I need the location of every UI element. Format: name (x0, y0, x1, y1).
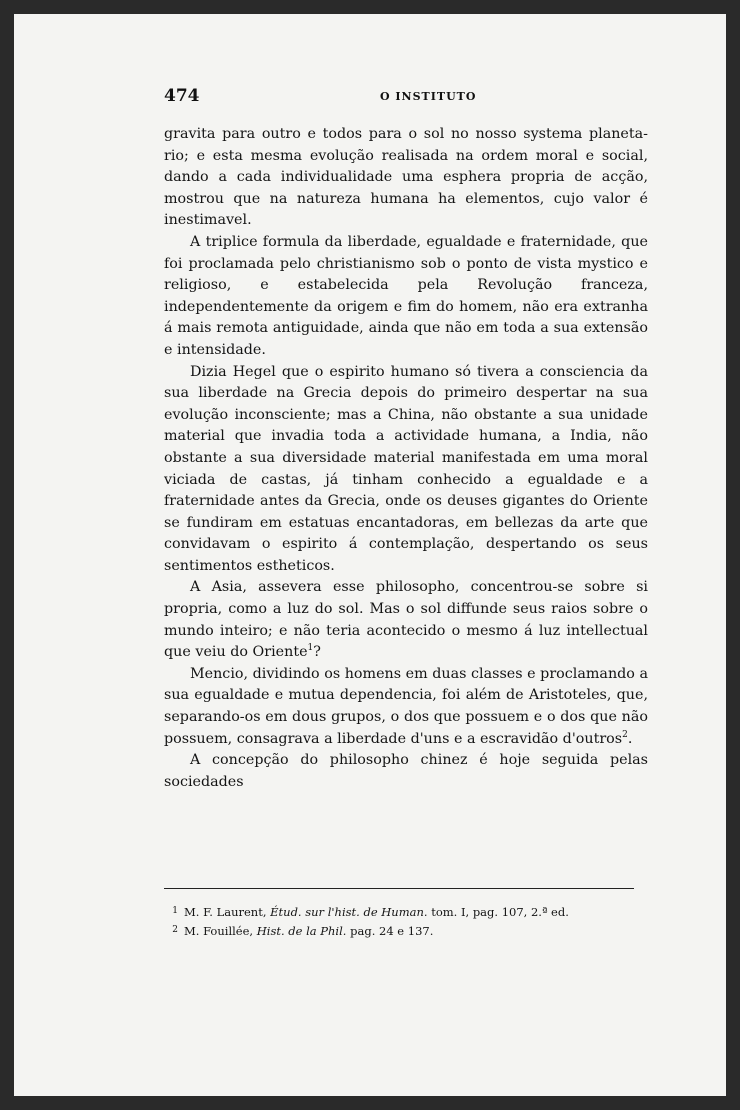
footnote-mark: 2 (172, 925, 178, 935)
page-header (164, 86, 644, 110)
footnote-divider (164, 888, 634, 889)
book-page (14, 14, 726, 1096)
footnote-ref-2: 2 (622, 729, 628, 740)
footnote-text: M. F. Laurent, (184, 905, 271, 919)
page-number: 474 (164, 86, 200, 106)
paragraph-1: gravita para outro e todos para o sol no nosso systema planeta-rio; e esta mesma evolução realisada na ordem moral e social, dando a cada individualidade uma esphera propria de acção, mostrou que na natureza humana ha elementos, cujo valor é inestimavel. (164, 126, 648, 229)
paragraph-2: A triplice formula da liberdade, egualdade e fraternidade, que foi proclamada pelo christianismo sob o ponto de vista mystico e religioso, e estabelecida pela Revolução franceza, independentemente da origem e fim do homem, não era extranha á mais remota antiguidade, ainda que não em toda a sua extensão e intensidade. (164, 233, 648, 358)
paragraph-4-text: A Asia, assevera esse philosopho, concentrou-se sobre si propria, como a luz do sol. Mas o sol diffunde seus raios sobre o mundo inteiro; e não teria acontecido o mesmo á luz intellectual que veiu do Oriente (164, 579, 648, 661)
paragraph-5-text: Mencio, dividindo os homens em duas classes e proclamando a sua egualdade e mutua dependencia, foi além de Aristoteles, que, separando-os em dous grupos, o dos que possuem e o dos que não possuem, consagrava a liberdade d'uns e a escravidão d'outros (164, 665, 648, 747)
paragraph-3: Dizia Hegel que o espirito humano só tivera a consciencia da sua liberdade na Grecia depois do primeiro despertar na sua evolução inconsciente; mas a China, não obstante a sua unidade material que invadia toda a actividade humana, a India, não obstante a sua diversidade material manifestada em uma moral viciada de castas, já tinham conhecido a egualdade e a fraternidade antes da Grecia, onde os deuses gigantes do Oriente se fundiram em estatuas encantadoras, em bellezas da arte que convidavam o espirito á contemplação, despertando os seus sentimentos estheticos. (164, 363, 648, 574)
footnote-title: Étud. sur l'hist. de Human. (270, 905, 428, 919)
footnote-2 (164, 921, 648, 940)
footnote-text: pag. 24 e 137. (346, 924, 434, 938)
footnote-mark: 1 (172, 906, 178, 916)
paragraph-4 (164, 577, 648, 663)
footnote-1 (164, 902, 648, 921)
body-text (164, 124, 648, 793)
paragraph-4-end: ? (313, 644, 321, 661)
paragraph-5 (164, 664, 648, 750)
footnote-ref-1: 1 (307, 643, 314, 654)
footnote-text: M. Fouillée, (184, 924, 257, 938)
footnote-text: tom. I, pag. 107, 2.ª ed. (427, 905, 569, 919)
footnotes (164, 902, 648, 940)
paragraph-6: A concepção do philosopho chinez é hoje seguida pelas sociedades (164, 752, 648, 790)
footnote-title: Hist. de la Phil. (256, 924, 347, 938)
running-title: O INSTITUTO (380, 90, 477, 103)
paragraph-5-end: . (627, 730, 633, 747)
